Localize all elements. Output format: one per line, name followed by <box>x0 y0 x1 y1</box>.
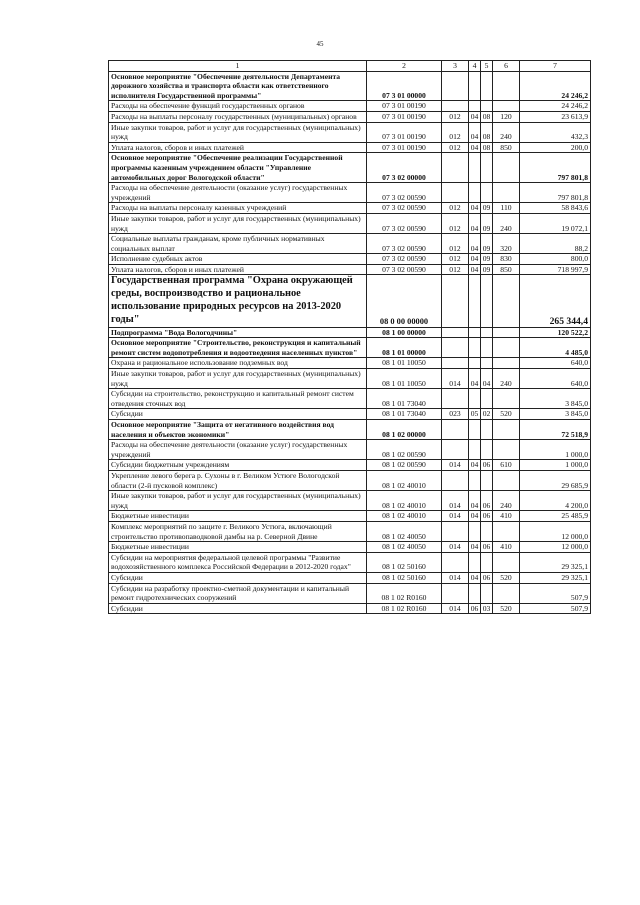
table-row <box>109 327 591 338</box>
ministry-code-cell <box>442 389 469 409</box>
target-code-cell: 07 3 01 00190 <box>367 101 442 112</box>
expense-type-code-cell: 240 <box>493 369 520 389</box>
target-code-cell: 07 3 02 00590 <box>367 264 442 275</box>
table-row <box>109 511 591 522</box>
subsection-code-cell: 02 <box>481 409 493 420</box>
ministry-code-cell: 012 <box>442 142 469 153</box>
ministry-code-cell: 014 <box>442 460 469 471</box>
budget-table <box>108 60 591 614</box>
subsection-code-cell: 06 <box>481 572 493 583</box>
table-row <box>109 603 591 614</box>
ministry-code-cell: 014 <box>442 511 469 522</box>
item-name-cell: Субсидии на мероприятия федеральной целевой программы "Развитие водохозяйственного комплекса Российской Федерации в 2012-2020 годах" <box>109 552 367 572</box>
section-code-cell <box>469 389 481 409</box>
item-name-cell: Уплата налогов, сборов и иных платежей <box>109 264 367 275</box>
column-header: 4 <box>469 61 481 72</box>
subsection-code-cell: 06 <box>481 460 493 471</box>
amount-cell: 1 000,0 <box>520 440 591 460</box>
ministry-code-cell <box>442 338 469 358</box>
expense-type-code-cell: 410 <box>493 542 520 553</box>
table-row <box>109 389 591 409</box>
expense-type-code-cell: 610 <box>493 460 520 471</box>
ministry-code-cell <box>442 358 469 369</box>
item-name-cell: Иные закупки товаров, работ и услуг для государственных (муниципальных) нужд <box>109 369 367 389</box>
subsection-code-cell <box>481 327 493 338</box>
table-row <box>109 122 591 142</box>
target-code-cell: 08 1 02 40010 <box>367 470 442 490</box>
item-name-cell: Субсидии <box>109 409 367 420</box>
item-name-cell: Укрепление левого берега р. Сухоны в г. Великом Устюге Вологодской области (2-й пусковой комплекс) <box>109 470 367 490</box>
item-name-cell: Субсидии бюджетным учреждениям <box>109 460 367 471</box>
item-name-cell: Расходы на обеспечение деятельности (оказание услуг) государственных учреждений <box>109 183 367 203</box>
item-name-cell: Субсидии на строительство, реконструкцию и капитальный ремонт систем отведения сточных вод <box>109 389 367 409</box>
expense-type-code-cell <box>493 327 520 338</box>
target-code-cell: 08 1 02 R0160 <box>367 583 442 603</box>
target-code-cell: 08 1 01 10050 <box>367 369 442 389</box>
section-code-cell <box>469 440 481 460</box>
table-row <box>109 460 591 471</box>
column-header: 2 <box>367 61 442 72</box>
target-code-cell: 07 3 02 00590 <box>367 203 442 214</box>
item-name-cell: Субсидии на разработку проектно-сметной документации и капитальный ремонт гидротехнических сооружений <box>109 583 367 603</box>
target-code-cell: 07 3 01 00190 <box>367 122 442 142</box>
amount-cell: 120 522,2 <box>520 327 591 338</box>
target-code-cell: 08 1 01 73040 <box>367 389 442 409</box>
subsection-code-cell <box>481 389 493 409</box>
expense-type-code-cell <box>493 521 520 541</box>
section-code-cell: 05 <box>469 409 481 420</box>
expense-type-code-cell <box>493 470 520 490</box>
table-row <box>109 583 591 603</box>
expense-type-code-cell: 240 <box>493 491 520 511</box>
target-code-cell: 07 3 02 00590 <box>367 213 442 233</box>
expense-type-code-cell: 320 <box>493 234 520 254</box>
ministry-code-cell <box>442 153 469 183</box>
table-row <box>109 71 591 101</box>
subsection-code-cell <box>481 183 493 203</box>
table-row <box>109 521 591 541</box>
ministry-code-cell <box>442 183 469 203</box>
amount-cell: 3 845,0 <box>520 389 591 409</box>
amount-cell: 19 072,1 <box>520 213 591 233</box>
ministry-code-cell <box>442 470 469 490</box>
budget-table-wrapper <box>108 60 590 614</box>
subsection-code-cell <box>481 338 493 358</box>
section-code-cell <box>469 552 481 572</box>
ministry-code-cell: 012 <box>442 254 469 265</box>
expense-type-code-cell <box>493 583 520 603</box>
target-code-cell: 07 3 01 00000 <box>367 71 442 101</box>
expense-type-code-cell <box>493 338 520 358</box>
amount-cell: 718 997,9 <box>520 264 591 275</box>
amount-cell: 29 685,9 <box>520 470 591 490</box>
expense-type-code-cell: 120 <box>493 111 520 122</box>
subsection-code-cell <box>481 275 493 327</box>
ministry-code-cell: 012 <box>442 234 469 254</box>
section-code-cell: 04 <box>469 213 481 233</box>
subsection-code-cell <box>481 101 493 112</box>
target-code-cell: 08 1 02 40050 <box>367 542 442 553</box>
item-name-cell: Социальные выплаты гражданам, кроме публичных нормативных социальных выплат <box>109 234 367 254</box>
table-row <box>109 542 591 553</box>
amount-cell: 24 246,2 <box>520 71 591 101</box>
section-code-cell <box>469 327 481 338</box>
expense-type-code-cell <box>493 71 520 101</box>
item-name-cell: Основное мероприятие "Обеспечение деятельности Департамента дорожного хозяйства и транспорта области как ответственного исполнителя Государственной программы" <box>109 71 367 101</box>
expense-type-code-cell: 520 <box>493 409 520 420</box>
table-row <box>109 111 591 122</box>
expense-type-code-cell <box>493 389 520 409</box>
table-row <box>109 142 591 153</box>
table-row <box>109 275 591 327</box>
expense-type-code-cell: 240 <box>493 213 520 233</box>
section-code-cell <box>469 420 481 440</box>
section-code-cell <box>469 470 481 490</box>
subsection-code-cell <box>481 470 493 490</box>
expense-type-code-cell <box>493 101 520 112</box>
item-name-cell: Иные закупки товаров, работ и услуг для государственных (муниципальных) нужд <box>109 213 367 233</box>
subsection-code-cell: 09 <box>481 203 493 214</box>
target-code-cell: 07 3 02 00000 <box>367 153 442 183</box>
subsection-code-cell <box>481 552 493 572</box>
amount-cell: 640,0 <box>520 358 591 369</box>
subsection-code-cell <box>481 420 493 440</box>
target-code-cell: 08 1 02 R0160 <box>367 603 442 614</box>
ministry-code-cell: 012 <box>442 111 469 122</box>
item-name-cell: Комплекс мероприятий по защите г. Великого Устюга, включающий строительство противопаводковой дамбы на р. Северной Двине <box>109 521 367 541</box>
amount-cell: 640,0 <box>520 369 591 389</box>
table-row <box>109 369 591 389</box>
item-name-cell: Государственная программа "Охрана окружающей среды, воспроизводство и рациональное использование природных ресурсов на 2013-2020 годы" <box>109 275 367 327</box>
section-code-cell: 04 <box>469 460 481 471</box>
amount-cell: 58 843,6 <box>520 203 591 214</box>
section-code-cell: 06 <box>469 603 481 614</box>
section-code-cell <box>469 183 481 203</box>
column-header: 7 <box>520 61 591 72</box>
expense-type-code-cell: 240 <box>493 122 520 142</box>
target-code-cell: 07 3 02 00590 <box>367 254 442 265</box>
section-code-cell <box>469 71 481 101</box>
subsection-code-cell: 06 <box>481 511 493 522</box>
target-code-cell: 08 1 02 40010 <box>367 511 442 522</box>
target-code-cell: 08 1 02 00590 <box>367 440 442 460</box>
item-name-cell: Охрана и рациональное использование подземных вод <box>109 358 367 369</box>
expense-type-code-cell: 850 <box>493 142 520 153</box>
ministry-code-cell <box>442 583 469 603</box>
item-name-cell: Субсидии <box>109 572 367 583</box>
expense-type-code-cell <box>493 358 520 369</box>
section-code-cell <box>469 275 481 327</box>
column-header: 5 <box>481 61 493 72</box>
target-code-cell: 08 1 02 50160 <box>367 552 442 572</box>
target-code-cell: 08 1 01 00000 <box>367 338 442 358</box>
ministry-code-cell: 014 <box>442 572 469 583</box>
table-row <box>109 338 591 358</box>
expense-type-code-cell <box>493 440 520 460</box>
table-row <box>109 213 591 233</box>
table-row <box>109 552 591 572</box>
target-code-cell: 08 1 02 40010 <box>367 491 442 511</box>
section-code-cell <box>469 101 481 112</box>
ministry-code-cell <box>442 101 469 112</box>
section-code-cell: 04 <box>469 572 481 583</box>
section-code-cell: 04 <box>469 142 481 153</box>
target-code-cell: 07 3 01 00190 <box>367 111 442 122</box>
subsection-code-cell: 09 <box>481 234 493 254</box>
expense-type-code-cell: 410 <box>493 511 520 522</box>
ministry-code-cell: 014 <box>442 491 469 511</box>
target-code-cell: 08 1 00 00000 <box>367 327 442 338</box>
expense-type-code-cell <box>493 153 520 183</box>
item-name-cell: Субсидии <box>109 603 367 614</box>
target-code-cell: 08 1 01 10050 <box>367 358 442 369</box>
table-row <box>109 203 591 214</box>
item-name-cell: Основное мероприятие "Строительство, реконструкция и капитальный ремонт систем водопотребления и водоотведения населенных пунктов" <box>109 338 367 358</box>
amount-cell: 432,3 <box>520 122 591 142</box>
expense-type-code-cell: 850 <box>493 264 520 275</box>
amount-cell: 4 485,0 <box>520 338 591 358</box>
section-code-cell <box>469 153 481 183</box>
section-code-cell: 04 <box>469 491 481 511</box>
section-code-cell: 04 <box>469 542 481 553</box>
item-name-cell: Основное мероприятие "Защита от негативного воздействия вод населения и объектов экономики" <box>109 420 367 440</box>
table-row <box>109 420 591 440</box>
subsection-code-cell: 09 <box>481 213 493 233</box>
ministry-code-cell <box>442 327 469 338</box>
item-name-cell: Расходы на обеспечение деятельности (оказание услуг) государственных учреждений <box>109 440 367 460</box>
amount-cell: 3 845,0 <box>520 409 591 420</box>
column-header: 6 <box>493 61 520 72</box>
ministry-code-cell: 014 <box>442 542 469 553</box>
section-code-cell: 04 <box>469 254 481 265</box>
section-code-cell <box>469 358 481 369</box>
subsection-code-cell: 09 <box>481 254 493 265</box>
table-row <box>109 491 591 511</box>
table-row <box>109 183 591 203</box>
ministry-code-cell: 014 <box>442 369 469 389</box>
ministry-code-cell: 012 <box>442 203 469 214</box>
subsection-code-cell <box>481 440 493 460</box>
ministry-code-cell: 012 <box>442 122 469 142</box>
subsection-code-cell: 06 <box>481 491 493 511</box>
section-code-cell: 04 <box>469 264 481 275</box>
amount-cell: 29 325,1 <box>520 572 591 583</box>
subsection-code-cell: 06 <box>481 542 493 553</box>
item-name-cell: Расходы на выплаты персоналу государственных (муниципальных) органов <box>109 111 367 122</box>
amount-cell: 24 246,2 <box>520 101 591 112</box>
table-row <box>109 264 591 275</box>
expense-type-code-cell <box>493 275 520 327</box>
amount-cell: 12 000,0 <box>520 542 591 553</box>
section-code-cell: 04 <box>469 511 481 522</box>
expense-type-code-cell: 520 <box>493 572 520 583</box>
item-name-cell: Основное мероприятие "Обеспечение реализации Государственной программы казенным учреждением области "Управление автомобильных дорог Вологодской области" <box>109 153 367 183</box>
item-name-cell: Иные закупки товаров, работ и услуг для государственных (муниципальных) нужд <box>109 122 367 142</box>
section-code-cell: 04 <box>469 234 481 254</box>
subsection-code-cell: 03 <box>481 603 493 614</box>
target-code-cell: 08 1 02 50160 <box>367 572 442 583</box>
ministry-code-cell: 023 <box>442 409 469 420</box>
amount-cell: 200,0 <box>520 142 591 153</box>
item-name-cell: Уплата налогов, сборов и иных платежей <box>109 142 367 153</box>
target-code-cell: 07 3 02 00590 <box>367 234 442 254</box>
section-code-cell: 04 <box>469 203 481 214</box>
amount-cell: 72 518,9 <box>520 420 591 440</box>
target-code-cell: 08 1 02 40050 <box>367 521 442 541</box>
section-code-cell: 04 <box>469 369 481 389</box>
item-name-cell: Расходы на обеспечение функций государственных органов <box>109 101 367 112</box>
target-code-cell: 08 1 02 00590 <box>367 460 442 471</box>
ministry-code-cell: 012 <box>442 213 469 233</box>
table-row <box>109 572 591 583</box>
item-name-cell: Расходы на выплаты персоналу казенных учреждений <box>109 203 367 214</box>
subsection-code-cell <box>481 358 493 369</box>
table-row <box>109 358 591 369</box>
ministry-code-cell <box>442 440 469 460</box>
expense-type-code-cell: 110 <box>493 203 520 214</box>
amount-cell: 23 613,9 <box>520 111 591 122</box>
subsection-code-cell <box>481 583 493 603</box>
page-number: 45 <box>316 40 324 48</box>
column-header: 1 <box>109 61 367 72</box>
subsection-code-cell: 08 <box>481 122 493 142</box>
subsection-code-cell: 08 <box>481 142 493 153</box>
item-name-cell: Бюджетные инвестиции <box>109 511 367 522</box>
amount-cell: 507,9 <box>520 603 591 614</box>
item-name-cell: Иные закупки товаров, работ и услуг для государственных (муниципальных) нужд <box>109 491 367 511</box>
expense-type-code-cell <box>493 183 520 203</box>
target-code-cell: 08 0 00 00000 <box>367 275 442 327</box>
expense-type-code-cell <box>493 420 520 440</box>
target-code-cell: 07 3 02 00590 <box>367 183 442 203</box>
amount-cell: 797 801,8 <box>520 183 591 203</box>
table-row <box>109 440 591 460</box>
ministry-code-cell <box>442 275 469 327</box>
amount-cell: 800,0 <box>520 254 591 265</box>
expense-type-code-cell <box>493 552 520 572</box>
subsection-code-cell: 09 <box>481 264 493 275</box>
expense-type-code-cell: 830 <box>493 254 520 265</box>
item-name-cell: Исполнение судебных актов <box>109 254 367 265</box>
amount-cell: 265 344,4 <box>520 275 591 327</box>
subsection-code-cell <box>481 153 493 183</box>
target-code-cell: 08 1 02 00000 <box>367 420 442 440</box>
ministry-code-cell <box>442 71 469 101</box>
subsection-code-cell: 04 <box>481 369 493 389</box>
table-row <box>109 470 591 490</box>
amount-cell: 88,2 <box>520 234 591 254</box>
subsection-code-cell <box>481 521 493 541</box>
amount-cell: 507,9 <box>520 583 591 603</box>
amount-cell: 1 000,0 <box>520 460 591 471</box>
section-code-cell <box>469 338 481 358</box>
table-row <box>109 101 591 112</box>
table-row <box>109 254 591 265</box>
section-code-cell: 04 <box>469 111 481 122</box>
subsection-code-cell <box>481 71 493 101</box>
amount-cell: 797 801,8 <box>520 153 591 183</box>
item-name-cell: Бюджетные инвестиции <box>109 542 367 553</box>
expense-type-code-cell: 520 <box>493 603 520 614</box>
target-code-cell: 07 3 01 00190 <box>367 142 442 153</box>
table-row <box>109 409 591 420</box>
header-row <box>109 61 591 72</box>
amount-cell: 12 000,0 <box>520 521 591 541</box>
table-row <box>109 234 591 254</box>
ministry-code-cell: 012 <box>442 264 469 275</box>
table-row <box>109 153 591 183</box>
amount-cell: 29 325,1 <box>520 552 591 572</box>
amount-cell: 25 485,9 <box>520 511 591 522</box>
target-code-cell: 08 1 01 73040 <box>367 409 442 420</box>
section-code-cell <box>469 583 481 603</box>
section-code-cell: 04 <box>469 122 481 142</box>
subsection-code-cell: 08 <box>481 111 493 122</box>
ministry-code-cell: 014 <box>442 603 469 614</box>
ministry-code-cell <box>442 521 469 541</box>
amount-cell: 4 200,0 <box>520 491 591 511</box>
section-code-cell <box>469 521 481 541</box>
item-name-cell: Подпрограмма "Вода Вологодчины" <box>109 327 367 338</box>
ministry-code-cell <box>442 420 469 440</box>
column-header: 3 <box>442 61 469 72</box>
ministry-code-cell <box>442 552 469 572</box>
